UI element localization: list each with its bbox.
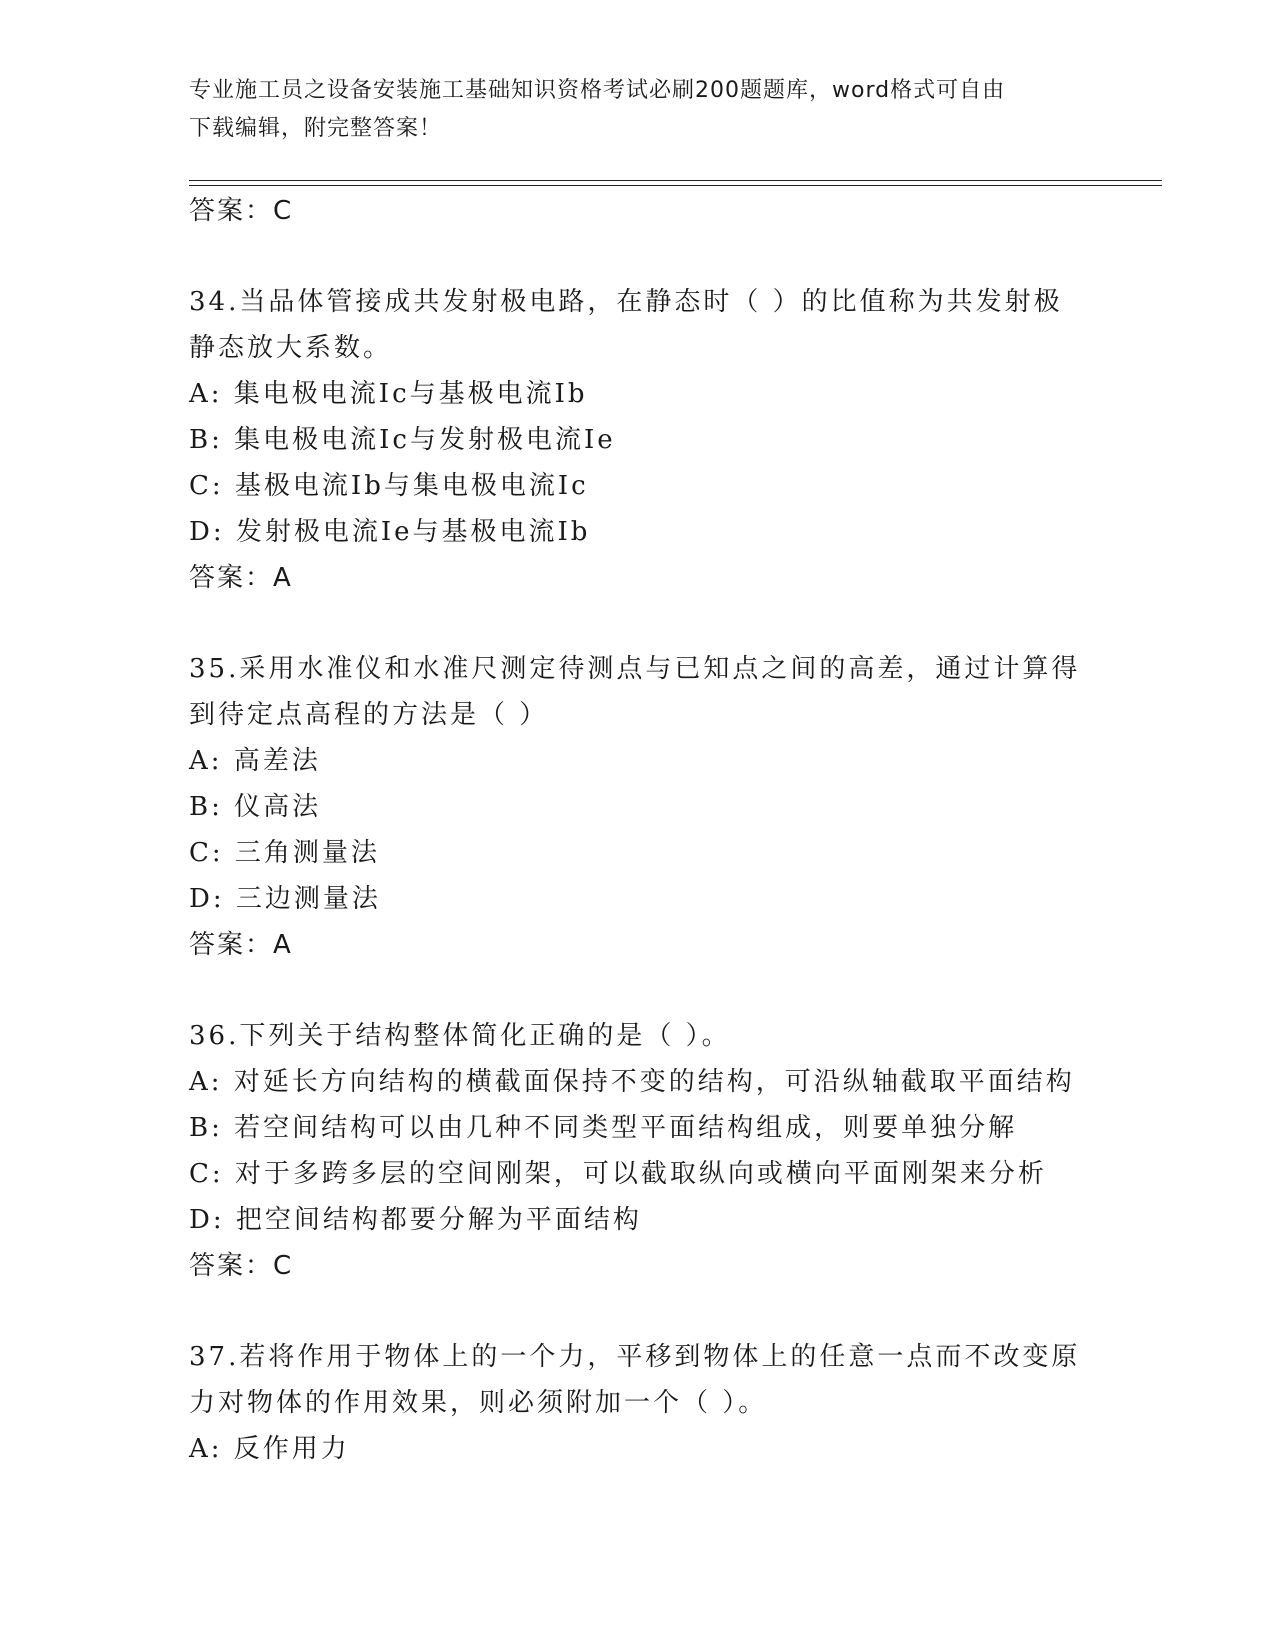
question-line: C: 对于多跨多层的空间刚架，可以截取纵向或横向平面刚架来分析 — [189, 1159, 1047, 1189]
question-line: 37.若将作用于物体上的一个力，平移到物体上的任意一点而不改变原 — [189, 1342, 1081, 1372]
question-line: D: 三边测量法 — [189, 884, 381, 914]
question-line: 到待定点高程的方法是（ ） — [189, 700, 549, 730]
block-gap — [189, 601, 1089, 646]
question-content — [189, 188, 1089, 1472]
question-line: C: 三角测量法 — [189, 838, 380, 868]
question-line: D: 把空间结构都要分解为平面结构 — [189, 1205, 642, 1235]
header-rule-top — [189, 180, 1162, 181]
header-line-2: 下载编辑，附完整答案！ — [189, 116, 443, 141]
question-line: C: 基极电流Ib与集电极电流Ic — [189, 471, 589, 501]
answer-line: 答案：A — [189, 930, 293, 960]
question-line: 力对物体的作用效果，则必须附加一个（ ）。 — [189, 1388, 768, 1418]
answer-line: 答案：A — [189, 563, 293, 593]
header-rule-bottom — [189, 185, 1162, 186]
answer-line: 答案：C — [189, 196, 294, 226]
question-line: B: 仪高法 — [189, 792, 322, 822]
question-line: 34.当品体管接成共发射极电路，在静态时（ ）的比值称为共发射极 — [189, 287, 1063, 317]
question-line: B: 集电极电流Ic与发射极电流Ie — [189, 425, 616, 455]
question-line: A: 对延长方向结构的横截面保持不变的结构，可沿纵轴截取平面结构 — [189, 1067, 1075, 1097]
question-line: 35.采用水准仪和水准尺测定待测点与已知点之间的高差，通过计算得 — [189, 654, 1081, 684]
question-line: A: 反作用力 — [189, 1434, 350, 1464]
question-line: 36.下列关于结构整体简化正确的是（ ）。 — [189, 1021, 731, 1051]
document-header — [189, 72, 1069, 148]
block-gap — [189, 1289, 1089, 1334]
header-line-1: 专业施工员之设备安装施工基础知识资格考试必刷200题题库，word格式可自由 — [189, 78, 1006, 103]
answer-line: 答案：C — [189, 1251, 294, 1281]
question-line: A: 高差法 — [189, 746, 321, 776]
question-line: 静态放大系数。 — [189, 333, 393, 363]
block-gap — [189, 234, 1089, 279]
question-line: B: 若空间结构可以由几种不同类型平面结构组成，则要单独分解 — [189, 1113, 1018, 1143]
question-line: D: 发射极电流Ie与基极电流Ib — [189, 517, 591, 547]
question-line: A: 集电极电流Ic与基极电流Ib — [189, 379, 588, 409]
block-gap — [189, 968, 1089, 1013]
